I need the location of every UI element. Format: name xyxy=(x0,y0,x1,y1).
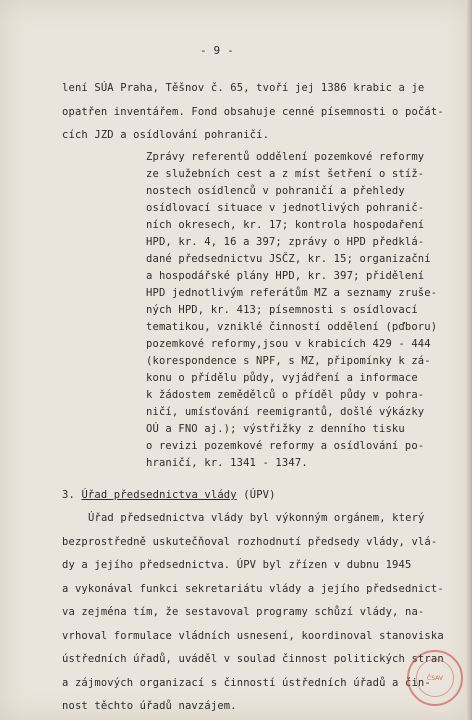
indented-line: HPD, kr. 4, 16 a 397; zprávy o HPD předklá- xyxy=(146,236,425,248)
body-line: va zejména tím, že sestavoval programy schůzí vlády, na- xyxy=(62,606,425,618)
indented-line: OÚ a FNO aj.); výstřižky z denního tisku xyxy=(146,423,405,435)
indented-line: a hospodářské plány HPD, kr. 397; přidělení xyxy=(146,270,425,282)
body-line: ústředních úřadů, uváděl v soulad činnost politických stran xyxy=(62,653,444,665)
page-edge xyxy=(466,0,472,720)
indented-line: HPD jednotlivým referátům MZ a seznamy zruše- xyxy=(146,287,438,299)
indented-line: konu o přídělu půdy, vyjádření a informace xyxy=(146,372,418,384)
body-line: nost těchto úřadů navzájem. xyxy=(62,700,237,712)
indented-line: pozemkové reformy,jsou v krabicích 429 - 444 xyxy=(146,338,431,350)
section-heading xyxy=(62,489,276,501)
indented-line: Zprávy referentů oddělení pozemkové reformy xyxy=(146,151,425,163)
intro-line: opatřen inventářem. Fond obsahuje cenné písemnosti o počát- xyxy=(62,106,444,118)
section-title: Úřad předsednictva vlády xyxy=(81,489,237,501)
indented-line: (korespondence s NPF, s MZ, připomínky k zá- xyxy=(146,355,431,367)
indented-line: ných HPD, kr. 413; písemnosti s osídlovací xyxy=(146,304,418,316)
indented-line: dané předsednictvu JSČZ, kr. 15; organizační xyxy=(146,253,431,265)
indented-line: nostech osídlenců v pohraničí a přehledy xyxy=(146,185,405,197)
indented-line: ních okresech, kr. 17; kontrola hospodaření xyxy=(146,219,425,231)
intro-line: cích JZD a osídlování pohraničí. xyxy=(62,129,270,141)
section-number: 3. xyxy=(62,489,75,501)
page-number: - 9 - xyxy=(200,44,234,57)
body-line: vrhoval formulace vládních usnesení, koordinoval stanoviska xyxy=(62,630,444,642)
body-line: a zájmových organizací s činností ústředních úřadů a čin- xyxy=(62,677,431,689)
stamp-text: ČSAV xyxy=(416,659,454,697)
body-line: dy a jejího předsednictva. ÚPV byl zřízen v dubnu 1945 xyxy=(62,559,412,571)
archive-stamp xyxy=(407,650,463,706)
indented-line: ze služebních cest a z míst šetření o stíž- xyxy=(146,168,425,180)
intro-line: lení SÚA Praha, Těšnov č. 65, tvoří jej 1386 krabic a je xyxy=(62,82,425,94)
indented-line: k žádostem zemědělců o příděl půdy v pohra- xyxy=(146,389,425,401)
indented-line: o revizi pozemkové reformy a osídlování po- xyxy=(146,440,425,452)
body-line: a vykonával funkci sekretariátu vlády a jejího předsednict- xyxy=(62,583,444,595)
body-line: Úřad předsednictva vlády byl výkonným orgánem, který xyxy=(88,512,425,524)
indented-line: osídlovací situace v jednotlivých pohranič- xyxy=(146,202,425,214)
indented-line: tematikou, vzniklé činností oddělení (pďboru) xyxy=(146,321,438,333)
indented-line: ničí, umísťování reemigrantů, došlé výkázky xyxy=(146,406,425,418)
indented-line: hraničí, kr. 1341 - 1347. xyxy=(146,457,308,469)
section-abbreviation: (ÚPV) xyxy=(243,489,276,501)
body-line: bezprostředně uskutečňoval rozhodnutí předsedy vlády, vlá- xyxy=(62,536,438,548)
